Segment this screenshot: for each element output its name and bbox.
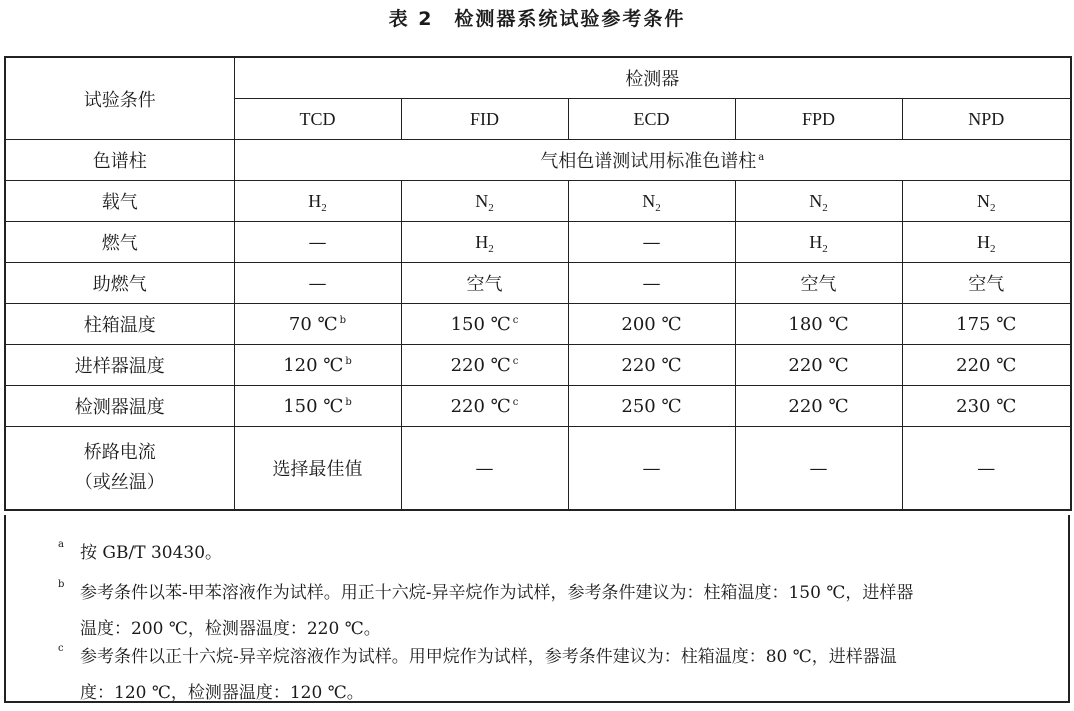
support-ecd: — [568,263,735,304]
footnote-c: c 参考条件以正十六烷-异辛烷溶液作为试样。用甲烷作为试样，参考条件建议为：柱箱温度：80 ℃，进样器温 度：120 ℃，检测器温度：120 ℃。 [58,643,897,703]
injector-fpd: 220 ℃ [735,345,902,386]
header-npd: NPD [902,99,1071,140]
row-label-column: 色谱柱 [5,140,234,181]
table-row [5,222,1071,263]
oven-fpd: 180 ℃ [735,304,902,345]
carrier-ecd: $N_2$ [568,181,735,222]
row-label-bridge: 桥路电流 （或丝温） [5,427,234,511]
bridge-tcd: 选择最佳值 [234,427,401,511]
bridge-npd: — [902,427,1071,511]
fuel-fid: $H_2$ [401,222,568,263]
table-row [5,386,1071,427]
carrier-tcd: $H_2$ [234,181,401,222]
header-ecd: ECD [568,99,735,140]
header-condition: 试验条件 [5,57,234,140]
fuel-fpd: $H_2$ [735,222,902,263]
injector-tcd: 120 ℃ $^b$ [234,345,401,386]
row-label-detector-temp: 检测器温度 [5,386,234,427]
footnote-a: a 按 GB/T 30430。 [58,539,223,563]
column-value: 气相色谱测试用标准色谱柱 $^a$ [234,140,1071,181]
detector-temp-tcd: 150 ℃ $^b$ [234,386,401,427]
oven-npd: 175 ℃ [902,304,1071,345]
row-label-oven: 柱箱温度 [5,304,234,345]
carrier-npd: $N_2$ [902,181,1071,222]
header-tcd: TCD [234,99,401,140]
bridge-ecd: — [568,427,735,511]
oven-tcd: 70 ℃ $^b$ [234,304,401,345]
header-detector: 检测器 [234,57,1071,99]
carrier-fpd: $N_2$ [735,181,902,222]
row-label-fuel: 燃气 [5,222,234,263]
detector-temp-ecd: 250 ℃ [568,386,735,427]
injector-ecd: 220 ℃ [568,345,735,386]
detector-temp-fpd: 220 ℃ [735,386,902,427]
oven-ecd: 200 ℃ [568,304,735,345]
fuel-ecd: — [568,222,735,263]
injector-fid: 220 ℃ $^c$ [401,345,568,386]
oven-fid: 150 ℃ $^c$ [401,304,568,345]
injector-npd: 220 ℃ [902,345,1071,386]
table-title: 表 2 检测器系统试验参考条件 [388,8,686,30]
footnotes [4,515,1070,703]
carrier-fid: $N_2$ [401,181,568,222]
support-fid: 空气 [401,263,568,304]
table-row [5,304,1071,345]
row-label-support-gas: 助燃气 [5,263,234,304]
support-tcd: — [234,263,401,304]
header-fpd: FPD [735,99,902,140]
support-npd: 空气 [902,263,1071,304]
bridge-fpd: — [735,427,902,511]
detector-temp-npd: 230 ℃ [902,386,1071,427]
footnote-b: b 参考条件以苯-甲苯溶液作为试样。用正十六烷-异辛烷作为试样，参考条件建议为：柱箱温度：150 ℃，进样器 温度：200 ℃，检测器温度：220 ℃。 [58,579,914,639]
test-conditions-table [4,56,1072,511]
table-row [5,263,1071,304]
table-row [5,427,1071,511]
row-label-carrier: 载气 [5,181,234,222]
fuel-tcd: — [234,222,401,263]
bridge-fid: — [401,427,568,511]
support-fpd: 空气 [735,263,902,304]
table-row [5,140,1071,181]
detector-temp-fid: 220 ℃ $^c$ [401,386,568,427]
fuel-npd: $H_2$ [902,222,1071,263]
row-label-injector: 进样器温度 [5,345,234,386]
table-row [5,345,1071,386]
header-fid: FID [401,99,568,140]
table-row [5,181,1071,222]
